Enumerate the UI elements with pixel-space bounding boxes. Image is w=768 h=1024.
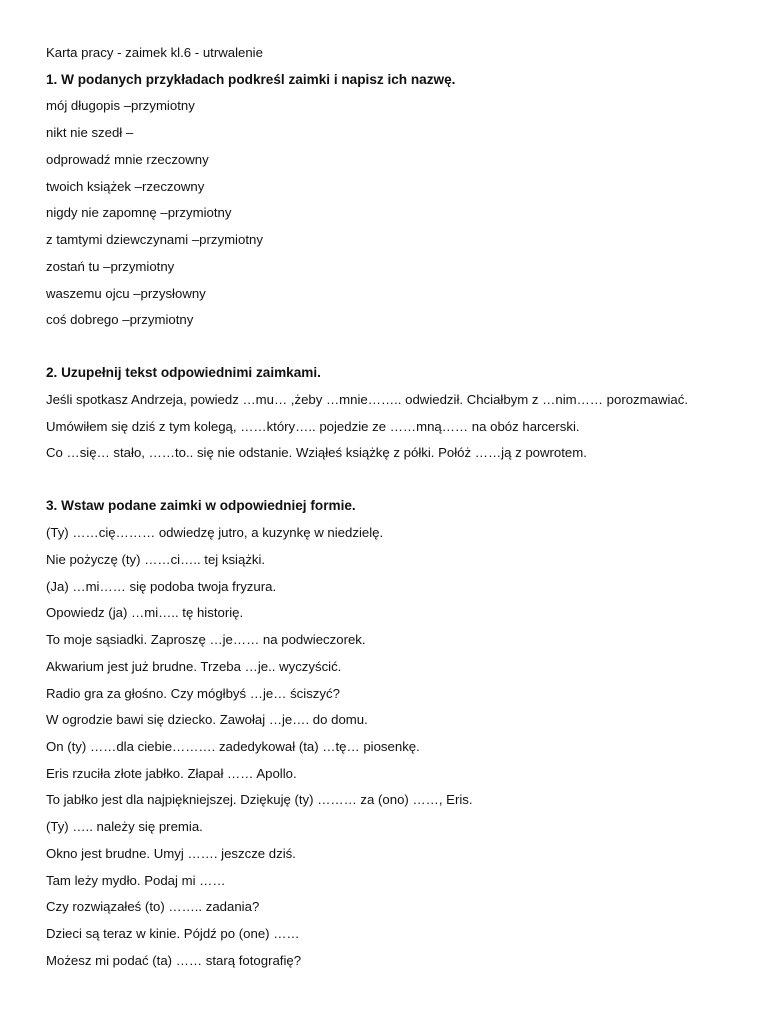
section-3-item: Czy rozwiązałeś (to) …….. zadania? [46,899,260,914]
section-1-heading: 1. W podanych przykładach podkreśl zaimki i napisz ich nazwę. [46,72,456,87]
section-3-item: Akwarium jest już brudne. Trzeba …je.. wyczyścić. [46,659,342,674]
section-1-item: twoich książek –rzeczowny [46,179,205,194]
section-1-item: nikt nie szedł – [46,125,134,140]
section-3-item: (Ja) …mi…… się podoba twoja fryzura. [46,579,277,594]
section-1-item: z tamtymi dziewczynami –przymiotny [46,232,263,247]
section-1-item: mój długopis –przymiotny [46,98,195,113]
section-3-item: W ogrodzie bawi się dziecko. Zawołaj …je…. do domu. [46,712,368,727]
section-3-item: Opowiedz (ja) …mi….. tę historię. [46,605,244,620]
section-3-item: Dzieci są teraz w kinie. Pójdź po (one) …… [46,926,300,941]
section-3-item: On (ty) ……dla ciebie………. zadedykował (ta) …tę… piosenkę. [46,739,420,754]
section-3-item: To jabłko jest dla najpiękniejszej. Dziękuję (ty) ……… za (ono) ……, Eris. [46,792,473,807]
worksheet-title: Karta pracy - zaimek kl.6 - utrwalenie [46,45,263,60]
section-1-item: odprowadź mnie rzeczowny [46,152,209,167]
section-3-item: To moje sąsiadki. Zaproszę …je…… na podwieczorek. [46,632,366,647]
section-1-item: nigdy nie zapomnę –przymiotny [46,205,232,220]
section-3-item: Okno jest brudne. Umyj ……. jeszcze dziś. [46,846,296,861]
section-1-item: zostań tu –przymiotny [46,259,175,274]
section-3-item: Możesz mi podać (ta) …… starą fotografię? [46,953,302,968]
section-2-item: Jeśli spotkasz Andrzeja, powiedz …mu… ,żeby …mnie…….. odwiedził. Chciałbym z …nim…… porozmawiać. [46,392,689,407]
section-2-item: Co …się… stało, ……to.. się nie odstanie. Wziąłeś książkę z półki. Połóż ……ją z powrotem. [46,445,587,460]
section-1-item: coś dobrego –przymiotny [46,312,194,327]
section-3-item: Eris rzuciła złote jabłko. Złapał …… Apollo. [46,766,297,781]
section-3-item: Nie pożyczę (ty) ……ci….. tej książki. [46,552,266,567]
section-2-item: Umówiłem się dziś z tym kolegą, ……który….. pojedzie ze ……mną…… na obóz harcerski. [46,419,580,434]
section-3-item: Tam leży mydło. Podaj mi …… [46,873,226,888]
section-3-item: (Ty) ….. należy się premia. [46,819,203,834]
section-2-heading: 2. Uzupełnij tekst odpowiednimi zaimkami. [46,365,321,380]
section-3-heading: 3. Wstaw podane zaimki w odpowiedniej formie. [46,498,356,513]
section-1-item: waszemu ojcu –przysłowny [46,286,206,301]
section-3-item: (Ty) ……cię……… odwiedzę jutro, a kuzynkę w niedzielę. [46,525,384,540]
section-3-item: Radio gra za głośno. Czy mógłbyś …je… ściszyć? [46,686,340,701]
